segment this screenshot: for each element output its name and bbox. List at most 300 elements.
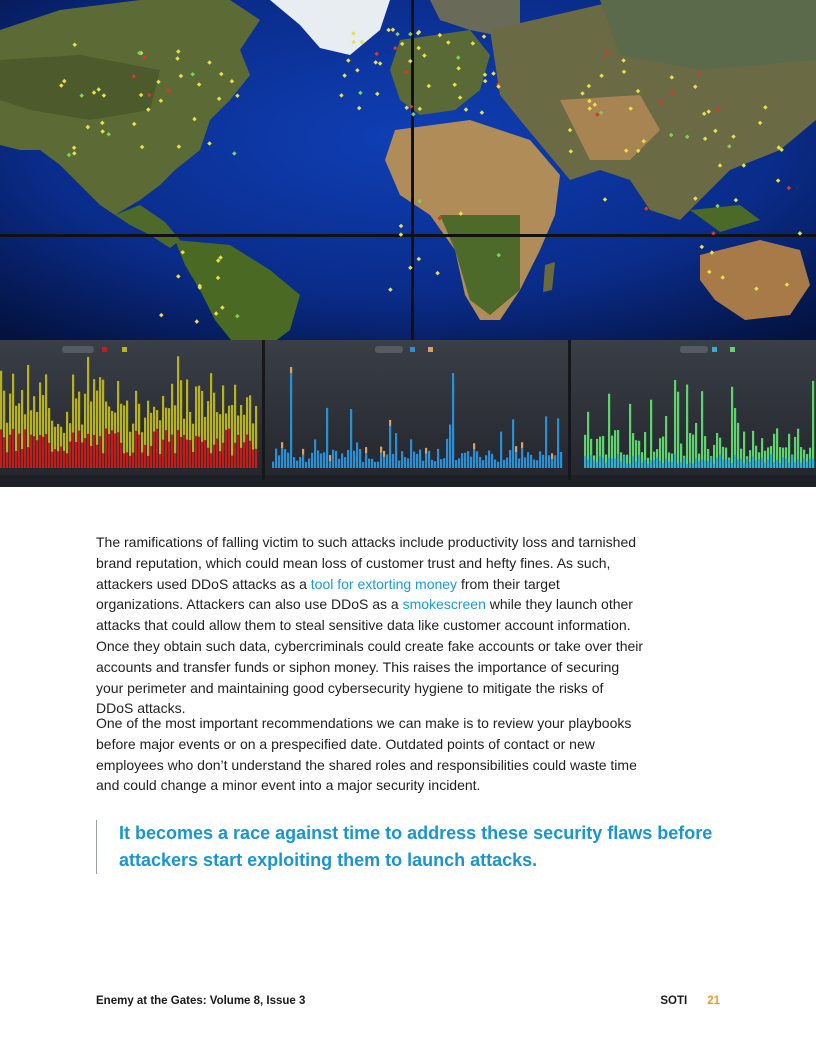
- bw-bar: [530, 455, 532, 468]
- bw-bar-orange: [521, 442, 523, 448]
- bw-bar: [365, 453, 367, 468]
- section-bar-blue: [785, 458, 787, 468]
- section-bar-blue: [638, 455, 640, 468]
- bw-bar: [443, 458, 445, 468]
- latency-bar-yellow: [201, 391, 203, 442]
- latency-bar-red: [174, 453, 176, 468]
- latency-bar-red: [255, 449, 257, 468]
- bw-bar: [404, 457, 406, 468]
- section-bar-blue: [623, 456, 625, 468]
- latency-bar-yellow: [21, 390, 23, 449]
- latency-bar-yellow: [132, 424, 134, 453]
- panel-1-legend-red: [102, 347, 107, 352]
- section-bar-blue: [608, 458, 610, 468]
- latency-bar-yellow: [15, 406, 17, 451]
- bw-bar: [545, 416, 547, 468]
- section-bar-green: [692, 435, 694, 468]
- latency-bar-yellow: [126, 401, 128, 453]
- section-bar-blue: [746, 459, 748, 468]
- latency-bar-yellow: [222, 385, 224, 442]
- section-bar-blue: [737, 460, 739, 468]
- page-number: 21: [707, 995, 720, 1007]
- bw-bar: [356, 442, 358, 468]
- bw-bar: [278, 455, 280, 468]
- bw-bar: [458, 458, 460, 468]
- latency-bar-yellow: [72, 375, 74, 433]
- section-bar-blue: [656, 458, 658, 468]
- latency-bar-red: [144, 445, 146, 468]
- bw-bar: [377, 462, 379, 468]
- latency-bar-red: [222, 443, 224, 468]
- section-bar-blue: [794, 462, 796, 468]
- latency-bar-red: [57, 451, 59, 468]
- bw-bar: [275, 449, 277, 468]
- section-bar-blue: [620, 461, 622, 468]
- latency-bar-yellow: [102, 380, 104, 454]
- bw-bar: [413, 452, 415, 468]
- latency-bar-yellow: [228, 406, 230, 429]
- section-bar-blue: [599, 456, 601, 468]
- bw-bar: [521, 448, 523, 468]
- latency-bar-yellow: [237, 416, 239, 435]
- section-bar-blue: [812, 459, 814, 468]
- bw-bar: [368, 459, 370, 468]
- latency-bar-red: [45, 434, 47, 468]
- latency-bar-red: [72, 432, 74, 468]
- latency-bar-yellow: [63, 433, 65, 451]
- bw-bar: [281, 448, 283, 468]
- panel-1-legend-yellow: [122, 347, 127, 352]
- latency-bar-red: [240, 448, 242, 468]
- section-bar-blue: [776, 460, 778, 468]
- bw-bar: [548, 455, 550, 468]
- bw-bar: [554, 455, 556, 468]
- latency-bar-yellow: [198, 386, 200, 437]
- latency-bar-yellow: [9, 394, 11, 435]
- section-bar-blue: [713, 464, 715, 468]
- latency-bar-yellow: [33, 396, 35, 436]
- latency-bar-yellow: [150, 413, 152, 446]
- paragraph-recommendations: [96, 713, 644, 796]
- latency-bar-yellow: [90, 401, 92, 446]
- panel-divider-1: [262, 340, 265, 480]
- hero-image-world-map-dashboard: [0, 0, 816, 487]
- section-bar-blue: [728, 460, 730, 468]
- bw-bar: [293, 457, 295, 468]
- latency-bar-yellow: [153, 407, 155, 432]
- bw-bar-orange: [389, 420, 391, 426]
- section-bar-blue: [716, 458, 718, 468]
- bw-bar: [419, 450, 421, 468]
- paragraph-2-text: One of the most important recommendations we can make is to review your playbooks before major events or on a prespecified date. Outdated points of contact or new employees who don’t understand the shared roles and responsibilities could waste time and could change a minor event into a major security incident.: [96, 715, 637, 794]
- latency-bar-red: [189, 440, 191, 468]
- section-bar-blue: [701, 460, 703, 468]
- bw-bar: [425, 454, 427, 468]
- latency-bar-red: [15, 451, 17, 468]
- latency-bar-red: [165, 430, 167, 468]
- latency-bar-red: [150, 446, 152, 468]
- section-bar-blue: [731, 463, 733, 468]
- bw-bar: [314, 439, 316, 468]
- bw-bar: [437, 449, 439, 468]
- bw-bar: [557, 418, 559, 468]
- link-tool-for-extorting-money[interactable]: tool for extorting money: [310, 575, 458, 592]
- section-bar-blue: [698, 461, 700, 468]
- latency-bar-red: [252, 449, 254, 468]
- latency-bar-red: [216, 439, 218, 468]
- latency-bar-yellow: [24, 414, 26, 429]
- section-bar-blue: [806, 461, 808, 468]
- latency-bar-red: [51, 452, 53, 468]
- latency-bar-red: [147, 456, 149, 468]
- section-bar-green: [686, 385, 688, 468]
- latency-bar-yellow: [54, 427, 56, 449]
- bw-bar: [302, 455, 304, 468]
- bw-bar: [341, 453, 343, 468]
- latency-bar-yellow: [36, 412, 38, 440]
- latency-bar-yellow: [255, 406, 257, 449]
- latency-bar-yellow: [168, 408, 170, 442]
- latency-bar-red: [228, 429, 230, 468]
- section-bar-blue: [782, 457, 784, 468]
- pull-quote: It becomes a race against time to address these security flaws before attackers start exploiting them to launch attacks.: [96, 820, 719, 874]
- bw-bar: [446, 439, 448, 468]
- latency-bar-red: [96, 445, 98, 468]
- section-bar-blue: [692, 464, 694, 468]
- latency-bar-red: [225, 430, 227, 468]
- latency-bar-yellow: [156, 410, 158, 429]
- bw-bar: [326, 408, 328, 468]
- latency-bar-red: [207, 448, 209, 468]
- latency-bar-yellow: [192, 424, 194, 452]
- section-bar-blue: [641, 462, 643, 468]
- paragraph-1-text-a: The ramifications of falling victim to such attacks include productivity loss and tarnished brand reputation, which could mean loss of customer trust and hefty fines. As such, attackers used DDoS attacks as a: [96, 534, 637, 592]
- section-bar-blue: [677, 464, 679, 468]
- section-bar-blue: [680, 462, 682, 468]
- latency-bar-red: [87, 434, 89, 468]
- bw-bar-orange: [290, 367, 292, 373]
- panel-divider-2: [568, 340, 571, 480]
- panel-2-legend-orange: [428, 347, 433, 352]
- bw-bar: [431, 460, 433, 468]
- latency-bar-red: [231, 456, 233, 468]
- latency-bar-red: [120, 443, 122, 468]
- latency-bar-yellow: [234, 385, 236, 443]
- bw-bar: [317, 450, 319, 468]
- latency-bar-yellow: [30, 410, 32, 434]
- latency-bar-red: [78, 431, 80, 468]
- bw-bar: [362, 462, 364, 468]
- latency-bar-red: [198, 437, 200, 468]
- bw-bar: [308, 459, 310, 468]
- latency-bar-yellow: [117, 381, 119, 432]
- latency-bar-red: [60, 446, 62, 468]
- latency-bar-red: [117, 432, 119, 468]
- latency-bar-yellow: [195, 386, 197, 436]
- latency-bar-yellow: [180, 380, 182, 437]
- bw-bar: [512, 419, 514, 468]
- section-bar-blue: [683, 457, 685, 468]
- section-bar-blue: [740, 459, 742, 468]
- section-bar-blue: [800, 463, 802, 468]
- latency-bar-yellow: [177, 356, 179, 430]
- latency-bar-red: [159, 454, 161, 468]
- section-bar-blue: [587, 459, 589, 468]
- section-bar-blue: [755, 461, 757, 468]
- latency-bar-yellow: [57, 424, 59, 451]
- bw-bar: [290, 373, 292, 468]
- latency-bar-red: [141, 453, 143, 468]
- latency-bar-yellow: [162, 396, 164, 440]
- latency-bar-red: [171, 435, 173, 468]
- section-bar-blue: [617, 454, 619, 468]
- bw-bar: [284, 449, 286, 468]
- bw-bar: [464, 453, 466, 468]
- bw-bar: [323, 452, 325, 468]
- section-bar-blue: [674, 454, 676, 468]
- section-bar-green: [650, 400, 652, 468]
- section-bar-blue: [695, 458, 697, 468]
- latency-bar-yellow: [111, 411, 113, 430]
- paragraph-ramifications: [96, 532, 644, 719]
- bw-bar-orange: [329, 455, 331, 461]
- latency-bar-red: [75, 442, 77, 468]
- section-bar-blue: [644, 460, 646, 468]
- panel-1-legend-tab: [62, 346, 94, 353]
- section-bar-blue: [764, 463, 766, 468]
- section-bar-blue: [626, 463, 628, 468]
- latency-bar-yellow: [189, 412, 191, 440]
- monitor-bezel-horizontal: [0, 234, 816, 237]
- bw-bar: [542, 455, 544, 468]
- latency-bar-red: [204, 440, 206, 468]
- bw-bar: [344, 457, 346, 468]
- bw-bar: [473, 449, 475, 468]
- latency-bar-yellow: [186, 379, 188, 439]
- section-bar-blue: [734, 455, 736, 468]
- bw-bar: [476, 451, 478, 468]
- bw-bar-orange: [425, 448, 427, 454]
- section-bar-blue: [650, 460, 652, 468]
- bw-bar: [299, 457, 301, 468]
- dashboard-bottom: [0, 475, 816, 487]
- latency-bar-yellow: [213, 393, 215, 445]
- panel-2-legend-blue: [410, 347, 415, 352]
- bw-bar: [500, 432, 502, 468]
- latency-bar-red: [66, 453, 68, 468]
- bw-bar: [392, 454, 394, 468]
- bw-bar: [380, 453, 382, 468]
- world-map-dashboard-photo: [0, 0, 816, 487]
- latency-bar-red: [12, 429, 14, 468]
- section-bar-blue: [605, 463, 607, 468]
- latency-bar-red: [93, 435, 95, 468]
- section-bar-green: [743, 432, 745, 468]
- paragraph-1-text-b: from their target organizations. Attackers can also use DDoS as a: [96, 575, 560, 613]
- section-bar-green: [812, 381, 814, 468]
- bw-bar: [407, 458, 409, 468]
- latency-bar-yellow: [108, 406, 110, 434]
- section-bar-blue: [761, 458, 763, 468]
- latency-bar-red: [183, 435, 185, 468]
- bw-bar: [389, 426, 391, 468]
- latency-bar-red: [201, 442, 203, 468]
- latency-bar-yellow: [207, 401, 209, 448]
- latency-bar-yellow: [225, 413, 227, 430]
- bw-bar: [488, 450, 490, 468]
- panel-2-legend-tab: [375, 346, 403, 353]
- latency-bar-red: [99, 436, 101, 468]
- latency-bar-yellow: [204, 417, 206, 440]
- latency-bar-red: [246, 435, 248, 468]
- latency-bar-yellow: [45, 374, 47, 434]
- section-bar-blue: [797, 459, 799, 468]
- section-bar-green: [677, 392, 679, 468]
- latency-bar-red: [135, 431, 137, 468]
- latency-bar-yellow: [240, 405, 242, 448]
- section-bar-blue: [668, 462, 670, 468]
- bw-bar: [311, 453, 313, 468]
- latency-bar-yellow: [171, 384, 173, 435]
- section-bar-blue: [611, 458, 613, 468]
- section-bar-blue: [671, 462, 673, 468]
- footer-brand: SOTI: [660, 995, 688, 1007]
- latency-bar-yellow: [27, 365, 29, 447]
- latency-bar-yellow: [135, 391, 137, 431]
- latency-bar-yellow: [165, 408, 167, 431]
- section-bar-blue: [707, 461, 709, 468]
- latency-bar-yellow: [123, 405, 125, 453]
- latency-bar-yellow: [99, 377, 101, 436]
- latency-bar-yellow: [12, 374, 14, 429]
- section-bar-blue: [722, 460, 724, 468]
- latency-bar-yellow: [75, 398, 77, 441]
- footer-right: [660, 995, 720, 1007]
- bw-bar: [386, 454, 388, 468]
- bw-bar: [422, 461, 424, 468]
- panel-3-legend-blue: [712, 347, 717, 352]
- section-bar-green: [629, 404, 631, 468]
- section-bar-blue: [770, 454, 772, 468]
- bw-bar: [470, 457, 472, 468]
- section-bar-blue: [743, 463, 745, 468]
- bw-bar: [395, 433, 397, 468]
- latency-bar-red: [153, 432, 155, 468]
- latency-bar-yellow: [138, 404, 140, 435]
- latency-bar-red: [192, 452, 194, 468]
- bw-bar: [347, 450, 349, 468]
- section-bar-blue: [647, 464, 649, 468]
- panel-3-legend-tab: [680, 346, 708, 353]
- link-smokescreen[interactable]: smokescreen: [402, 596, 486, 613]
- bw-bar: [335, 451, 337, 468]
- bw-bar: [491, 454, 493, 468]
- bw-bar: [353, 451, 355, 468]
- latency-bar-yellow: [96, 391, 98, 445]
- latency-bar-red: [84, 438, 86, 468]
- section-bar-blue: [635, 461, 637, 468]
- section-bar-blue: [584, 456, 586, 468]
- latency-bar-yellow: [249, 395, 251, 440]
- latency-bar-yellow: [120, 404, 122, 443]
- latency-bar-yellow: [147, 401, 149, 456]
- latency-bar-red: [36, 440, 38, 468]
- section-bar-blue: [704, 461, 706, 468]
- section-bar-blue: [710, 457, 712, 468]
- bw-bar: [461, 453, 463, 468]
- bw-bar: [479, 457, 481, 468]
- section-bar-blue: [788, 462, 790, 468]
- bw-bar: [533, 459, 535, 468]
- latency-bar-red: [54, 449, 56, 468]
- latency-bar-red: [111, 430, 113, 468]
- latency-bar-red: [90, 446, 92, 468]
- latency-bar-yellow: [48, 408, 50, 443]
- bw-bar: [551, 459, 553, 468]
- bw-bar: [449, 425, 451, 468]
- latency-bar-red: [81, 442, 83, 468]
- section-bar-blue: [590, 455, 592, 468]
- bw-bar: [371, 459, 373, 468]
- bw-bar-orange: [551, 453, 553, 459]
- latency-bar-yellow: [93, 379, 95, 435]
- section-bar-green: [662, 437, 664, 468]
- section-bar-blue: [614, 458, 616, 468]
- section-bar-blue: [779, 463, 781, 468]
- section-bar-green: [731, 387, 733, 468]
- bw-bar-orange: [515, 446, 517, 452]
- latency-bar-red: [105, 428, 107, 468]
- latency-bar-red: [108, 434, 110, 468]
- section-bar-blue: [593, 460, 595, 468]
- bw-bar: [536, 460, 538, 468]
- latency-bar-red: [48, 443, 50, 468]
- bw-bar: [320, 453, 322, 468]
- latency-bar-yellow: [3, 391, 5, 438]
- latency-bar-red: [210, 453, 212, 468]
- latency-bar-red: [33, 436, 35, 468]
- latency-bar-yellow: [18, 403, 20, 433]
- latency-bar-yellow: [42, 395, 44, 437]
- latency-bar-yellow: [231, 405, 233, 456]
- latency-bar-yellow: [69, 423, 71, 442]
- latency-bar-red: [123, 453, 125, 468]
- latency-bar-yellow: [183, 419, 185, 435]
- panel-3-legend-green: [730, 347, 735, 352]
- bw-bar: [518, 459, 520, 468]
- bw-bar: [428, 451, 430, 468]
- latency-bar-yellow: [144, 418, 146, 445]
- bw-bar: [410, 439, 412, 468]
- section-bar-blue: [752, 457, 754, 468]
- bw-bar: [560, 452, 562, 468]
- bw-bar: [272, 462, 274, 468]
- section-bar-blue: [665, 458, 667, 468]
- bw-bar: [527, 452, 529, 468]
- section-bar-blue: [758, 459, 760, 468]
- latency-bar-yellow: [81, 424, 83, 442]
- latency-bar-yellow: [210, 373, 212, 453]
- bw-bar-orange: [365, 447, 367, 453]
- latency-bar-red: [0, 429, 2, 468]
- section-bar-blue: [773, 462, 775, 468]
- latency-bar-red: [195, 436, 197, 468]
- latency-bar-yellow: [243, 415, 245, 443]
- monitor-bezel-vertical: [411, 0, 414, 345]
- bw-bar-orange: [383, 451, 385, 457]
- latency-bar-red: [42, 437, 44, 468]
- section-bar-blue: [659, 461, 661, 468]
